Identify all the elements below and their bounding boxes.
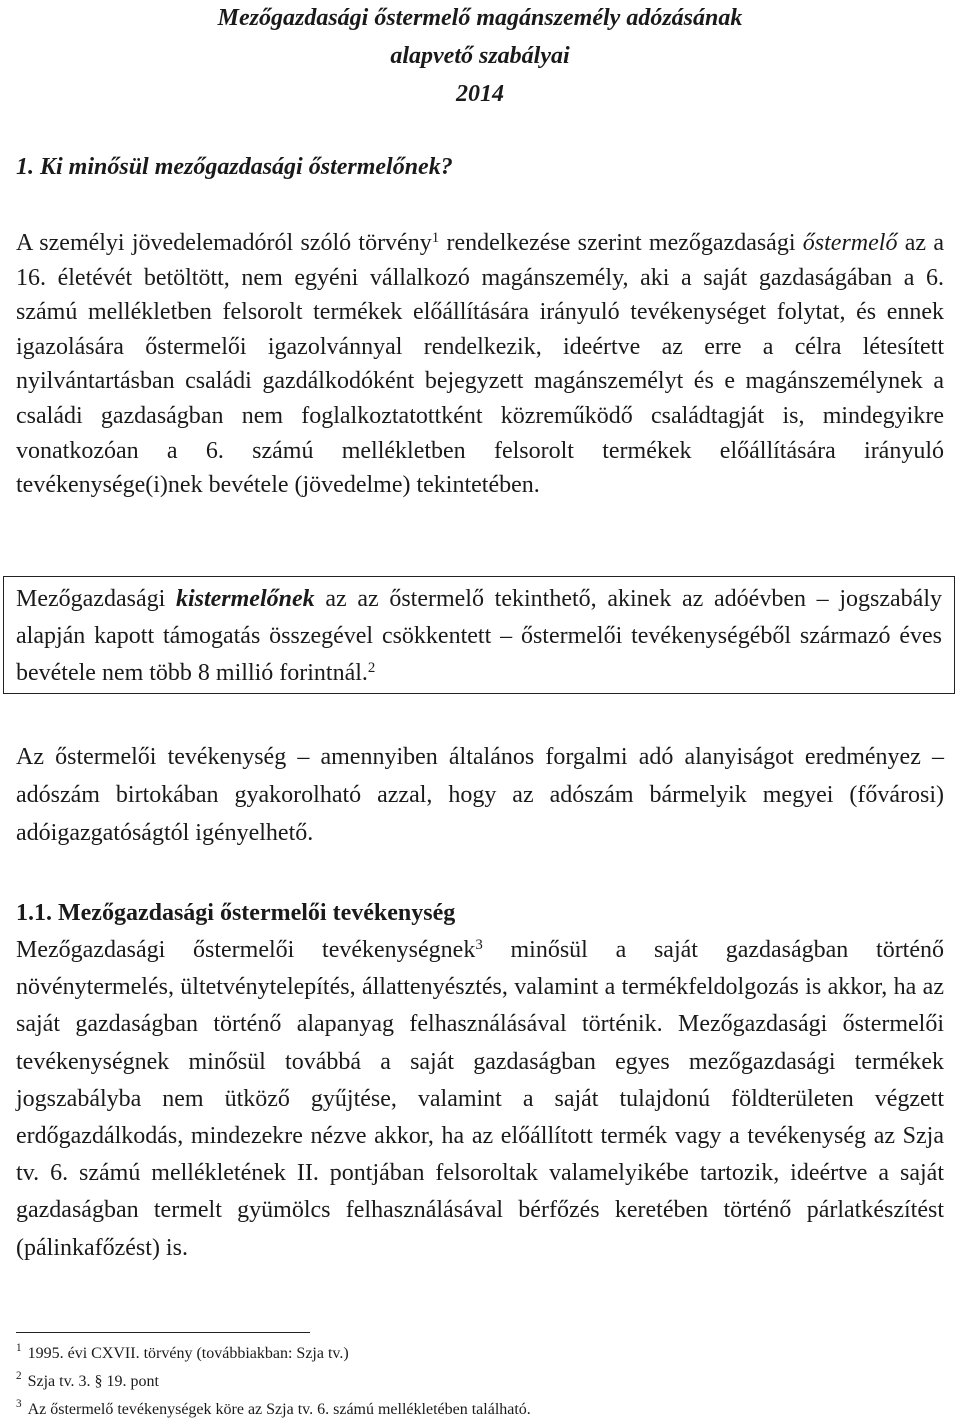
- footnote-2: [16, 1368, 944, 1396]
- title-line-3: 2014: [456, 81, 504, 107]
- footnote-ref-3: 3: [475, 936, 483, 953]
- footnote-separator: [16, 1332, 310, 1333]
- footnote-2-number: 2: [16, 1370, 22, 1383]
- footnote-1-text: 1995. évi CXVII. törvény (továbbiakban: Szja tv.): [27, 1345, 349, 1362]
- section-1-1-paragraph: [16, 932, 944, 1267]
- footnote-ref-1: 1: [431, 229, 440, 246]
- section-1-paragraph: [16, 226, 944, 503]
- section-1-term-ostermelo: őstermelő: [802, 230, 898, 256]
- footnote-1: [16, 1340, 944, 1368]
- title-line-1: Mezőgazdasági őstermelő magánszemély adózásának: [217, 5, 743, 31]
- section-1-text-end: az a 16. életévét betöltött, nem egyéni vállalkozó magánszemély, aki a saját gazdaságában a 6. számú mellékletben felsorolt termékek előállítására irányuló tevékenységet folytat, és ennek igazolására őstermelői igazolvánnyal rendelkezik, ideértve az erre a célra létesített nyilvántartásban családi gazdálkodóként bejegyzett magánszemélyt és e magánszemélynek a családi gazdaságban nem foglalkoztatottként közreműködő családtagját is, mindegyikre vonatkozóan a 6. számú mellékletben felsorolt termékek előállítására irányuló tevékenysége(i)nek bevétele (jövedelme) tekintetében.: [16, 230, 944, 499]
- footnote-3-text: Az őstermelő tevékenységek köre az Szja tv. 6. számú mellékletében található.: [27, 1401, 531, 1418]
- footnote-3: [16, 1396, 944, 1424]
- footnote-3-number: 3: [16, 1398, 22, 1411]
- title-line-2: alapvető szabályai: [390, 43, 570, 69]
- kistermelo-definition-text: [16, 581, 942, 692]
- section-1-1-text-start: Mezőgazdasági őstermelői tevékenységnek: [16, 937, 476, 963]
- footnotes: [16, 1340, 944, 1424]
- box-text-end: az az őstermelő tekinthető, akinek az adóévben – jogszabály alapján kapott támogatás összegével csökkentett – őstermelői tevékenységéből származó éves bevétele nem több 8 millió forintnál.: [16, 586, 943, 686]
- section-1-1-heading: 1.1. Mezőgazdasági őstermelői tevékenység: [16, 900, 456, 926]
- adoszam-paragraph: Az őstermelői tevékenység – amennyiben általános forgalmi adó alanyiságot eredményez – adószám birtokában gyakorolható azzal, hogy az adószám bármelyik megyei (fővárosi) adóigazgatóságtól igényelhető.: [16, 744, 944, 846]
- footnote-1-number: 1: [16, 1342, 22, 1355]
- box-text-start: Mezőgazdasági: [16, 586, 176, 612]
- footnote-2-text: Szja tv. 3. § 19. pont: [27, 1373, 159, 1390]
- section-1-1-text-end: minősül a saját gazdaságban történő növénytermelés, ültetvénytelepítés, állattenyésztés, valamint a termékfeldolgozás is akkor, ha az saját gazdaságban történő alapanyag felhasználásával történik. Mezőgazdasági őstermelői tevékenységnek minősül továbbá a saját gazdaságban egyes mezőgazdasági termékek jogszabályba nem ütköző gyűjtése, valamint a saját tulajdonú földterületen végzett erdőgazdálkodás, mindezekre nézve akkor, ha az előállított termék vagy a tevékenység az Szja tv. 6. számú mellékletének II. pontjában felsoroltak valamelyikébe tartozik, ideértve a saját gazdaságban termelt gyümölcs felhasználásával bérfőzés keretében történő párlatkészítést (pálinkafőzést) is.: [16, 937, 945, 1261]
- kistermelo-definition-box: [3, 576, 955, 694]
- document-title: [16, 0, 944, 113]
- box-term-kistermelo: kistermelőnek: [175, 586, 315, 612]
- footnote-ref-2: 2: [367, 659, 376, 676]
- section-1-heading: 1. Ki minősül mezőgazdasági őstermelőnek?: [16, 154, 453, 180]
- section-1-text-start: A személyi jövedelemadóról szóló törvény: [16, 230, 432, 256]
- section-1-text-mid: rendelkezése szerint mezőgazdasági: [439, 230, 803, 256]
